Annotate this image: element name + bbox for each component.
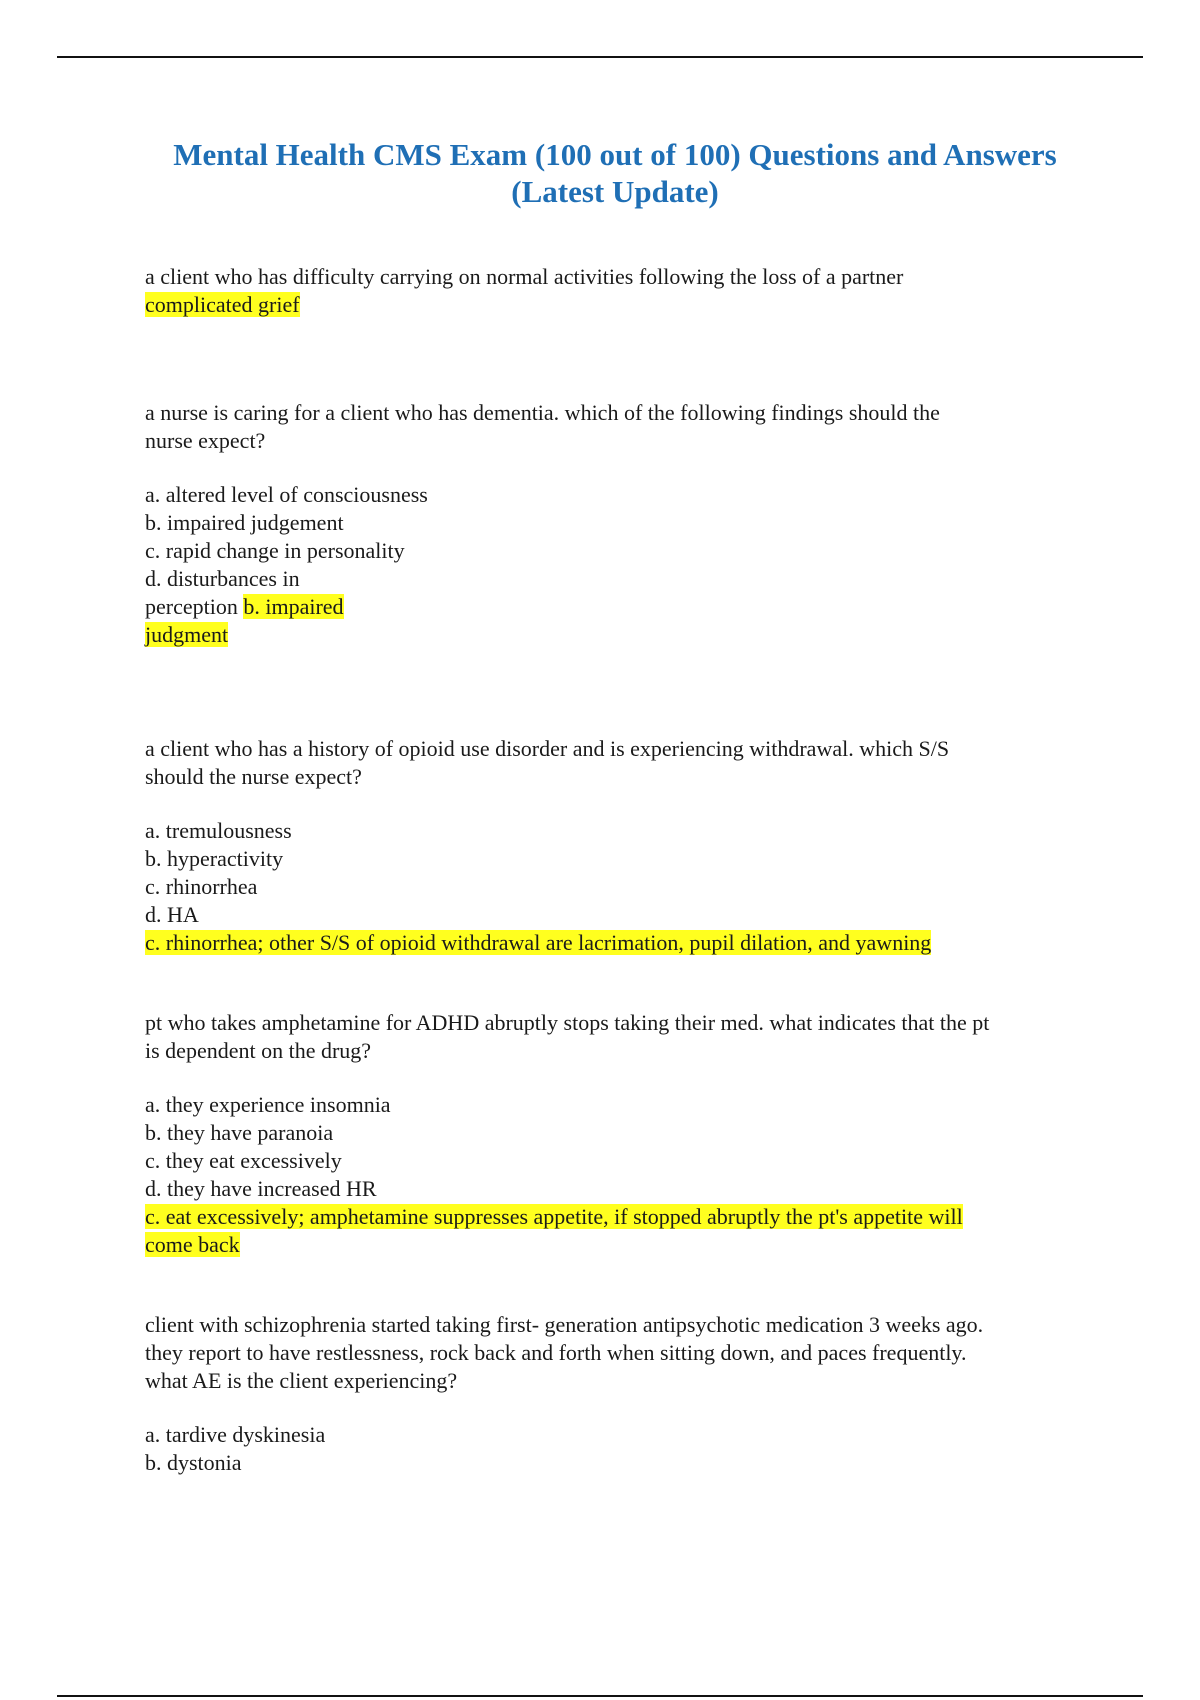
- answer-highlight: complicated grief: [145, 292, 300, 317]
- title-line-1: Mental Health CMS Exam (100 out of 100) Questions and Answers: [173, 137, 1057, 172]
- question-text: is dependent on the drug?: [145, 1038, 372, 1063]
- answer-highlight: come back: [145, 1232, 240, 1257]
- question-text: a nurse is caring for a client who has dementia. which of the following findings should the: [145, 400, 940, 425]
- question-text: a client who has a history of opioid use disorder and is experiencing withdrawal. which S/S: [145, 736, 950, 761]
- question-text: client with schizophrenia started taking first- generation antipsychotic medication 3 weeks ago.: [145, 1312, 984, 1337]
- answer-option: b. they have paranoia: [145, 1120, 334, 1145]
- footer-rule: [57, 1695, 1143, 1697]
- answer-option: b. dystonia: [145, 1450, 242, 1475]
- question-text: a client who has difficulty carrying on normal activities following the loss of a partner: [145, 264, 904, 289]
- question-text: they report to have restlessness, rock back and forth when sitting down, and paces frequently.: [145, 1340, 967, 1365]
- qa-item-1: [145, 263, 1095, 319]
- answer-option: c. they eat excessively: [145, 1148, 342, 1173]
- qa-item-5: [145, 1311, 1095, 1477]
- answer-highlight: c. rhinorrhea; other S/S of opioid withdrawal are lacrimation, pupil dilation, and yawning: [145, 930, 932, 955]
- answer-option: b. impaired judgement: [145, 510, 344, 535]
- answer-option: b. hyperactivity: [145, 846, 284, 871]
- answer-option: a. tardive dyskinesia: [145, 1422, 326, 1447]
- answer-option: c. rapid change in personality: [145, 538, 405, 563]
- title-line-2: (Latest Update): [511, 174, 719, 209]
- answer-option: d. disturbances in: [145, 566, 300, 591]
- answer-option: d. they have increased HR: [145, 1176, 377, 1201]
- document-title: [120, 136, 1110, 210]
- qa-item-3: [145, 735, 1095, 957]
- answer-option: d. HA: [145, 902, 199, 927]
- answer-option: c. rhinorrhea: [145, 874, 258, 899]
- answer-option: a. they experience insomnia: [145, 1092, 391, 1117]
- qa-content: [145, 263, 1095, 1477]
- qa-item-4: [145, 1009, 1095, 1259]
- header-rule: [57, 56, 1143, 58]
- question-text: what AE is the client experiencing?: [145, 1368, 458, 1393]
- qa-item-2: [145, 399, 1095, 649]
- answer-option-tail: perception: [145, 594, 238, 619]
- answer-highlight: judgment: [145, 622, 229, 647]
- answer-option: a. tremulousness: [145, 818, 292, 843]
- question-text: pt who takes amphetamine for ADHD abruptly stops taking their med. what indicates that the pt: [145, 1010, 990, 1035]
- answer-highlight: b. impaired: [243, 594, 344, 619]
- answer-option: a. altered level of consciousness: [145, 482, 428, 507]
- question-text: should the nurse expect?: [145, 764, 362, 789]
- question-text: nurse expect?: [145, 428, 266, 453]
- answer-highlight: c. eat excessively; amphetamine suppresses appetite, if stopped abruptly the pt's appetite will: [145, 1204, 963, 1229]
